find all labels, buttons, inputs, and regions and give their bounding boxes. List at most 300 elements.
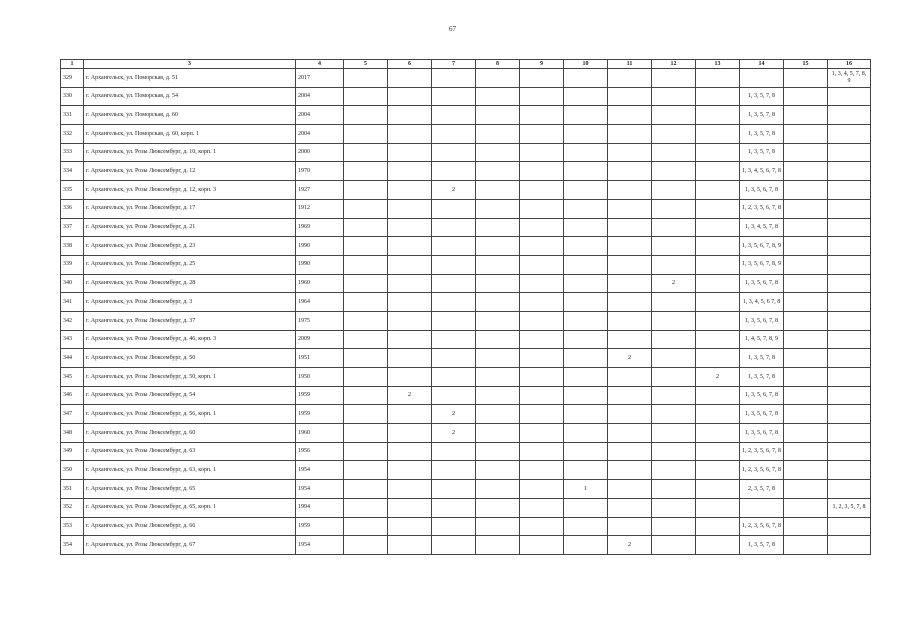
col13-cell: [696, 274, 740, 293]
row-number-cell: 350: [61, 461, 84, 480]
col14-cell: 1, 2, 3, 5, 6, 7, 8: [740, 199, 784, 218]
col6-cell: [388, 255, 432, 274]
col11-cell: [608, 330, 652, 349]
col9-cell: [520, 480, 564, 499]
col12-cell: [652, 517, 696, 536]
col11-cell: [608, 199, 652, 218]
col6-cell: [388, 237, 432, 256]
address-cell: г. Архангельск, ул. Розы Люксембург, д. 65, корп. 1: [84, 498, 296, 517]
table-row: [61, 480, 871, 499]
year-cell: 1954: [296, 480, 344, 499]
col14-cell: 1, 3, 5, 6, 7, 8: [740, 405, 784, 424]
row-number-cell: 330: [61, 87, 84, 106]
col16-cell: [828, 181, 871, 200]
address-cell: г. Архангельск, ул. Розы Люксембург, д. 66: [84, 517, 296, 536]
col7-cell: [432, 255, 476, 274]
col6-cell: [388, 368, 432, 387]
col7-cell: [432, 162, 476, 181]
table-row: [61, 368, 871, 387]
column-header: 6: [388, 60, 432, 69]
col6-cell: [388, 69, 432, 88]
year-cell: 1954: [296, 461, 344, 480]
col6-cell: [388, 442, 432, 461]
row-number-cell: 331: [61, 106, 84, 125]
col13-cell: [696, 87, 740, 106]
col12-cell: [652, 87, 696, 106]
col15-cell: [784, 255, 828, 274]
col12-cell: [652, 368, 696, 387]
col15-cell: [784, 498, 828, 517]
col13-cell: [696, 405, 740, 424]
col6-cell: [388, 517, 432, 536]
col8-cell: [476, 143, 520, 162]
col14-cell: 1, 3, 5, 6, 7, 8: [740, 424, 784, 443]
col7-cell: [432, 125, 476, 144]
table-row: [61, 274, 871, 293]
table-row: [61, 405, 871, 424]
col11-cell: [608, 386, 652, 405]
col7-cell: 2: [432, 405, 476, 424]
col13-cell: [696, 442, 740, 461]
col8-cell: [476, 69, 520, 88]
col9-cell: [520, 386, 564, 405]
col15-cell: [784, 442, 828, 461]
col7-cell: [432, 349, 476, 368]
year-cell: 1959: [296, 386, 344, 405]
year-cell: 2004: [296, 87, 344, 106]
col5-cell: [344, 442, 388, 461]
year-cell: 1956: [296, 442, 344, 461]
col16-cell: [828, 480, 871, 499]
col11-cell: [608, 87, 652, 106]
table-row: [61, 237, 871, 256]
address-cell: г. Архангельск, ул. Розы Люксембург, д. 67: [84, 536, 296, 555]
col7-cell: [432, 386, 476, 405]
column-header: 5: [344, 60, 388, 69]
column-header: 16: [828, 60, 871, 69]
col14-cell: 1, 3, 5, 7, 8: [740, 368, 784, 387]
col5-cell: [344, 405, 388, 424]
col5-cell: [344, 237, 388, 256]
col12-cell: [652, 237, 696, 256]
col12-cell: [652, 106, 696, 125]
col13-cell: [696, 199, 740, 218]
col11-cell: [608, 461, 652, 480]
col9-cell: [520, 274, 564, 293]
col15-cell: [784, 143, 828, 162]
col12-cell: [652, 143, 696, 162]
row-number-cell: 353: [61, 517, 84, 536]
col5-cell: [344, 293, 388, 312]
col11-cell: [608, 143, 652, 162]
col6-cell: [388, 330, 432, 349]
col9-cell: [520, 293, 564, 312]
row-number-cell: 352: [61, 498, 84, 517]
address-cell: г. Архангельск, ул. Поморская, д. 60, корп. 1: [84, 125, 296, 144]
col7-cell: [432, 199, 476, 218]
col7-cell: [432, 143, 476, 162]
col9-cell: [520, 181, 564, 200]
col8-cell: [476, 368, 520, 387]
col12-cell: [652, 162, 696, 181]
address-cell: г. Архангельск, ул. Розы Люксембург, д. 28: [84, 274, 296, 293]
col14-cell: 1, 3, 4, 5, 6 7, 8: [740, 293, 784, 312]
col10-cell: [564, 442, 608, 461]
col11-cell: [608, 480, 652, 499]
col7-cell: [432, 69, 476, 88]
year-cell: 1994: [296, 498, 344, 517]
address-cell: г. Архангельск, ул. Розы Люксембург, д. 21: [84, 218, 296, 237]
col7-cell: [432, 368, 476, 387]
col8-cell: [476, 480, 520, 499]
col9-cell: [520, 311, 564, 330]
col10-cell: [564, 125, 608, 144]
col10-cell: [564, 349, 608, 368]
column-header: 10: [564, 60, 608, 69]
table-row: [61, 330, 871, 349]
col13-cell: [696, 480, 740, 499]
col16-cell: [828, 424, 871, 443]
col15-cell: [784, 293, 828, 312]
col12-cell: [652, 311, 696, 330]
col14-cell: 1, 3, 5, 6, 7, 8, 9: [740, 237, 784, 256]
year-cell: 2004: [296, 106, 344, 125]
col7-cell: 2: [432, 181, 476, 200]
col15-cell: [784, 480, 828, 499]
col5-cell: [344, 461, 388, 480]
col9-cell: [520, 461, 564, 480]
address-cell: г. Архангельск, ул. Розы Люксембург, д. 12: [84, 162, 296, 181]
col15-cell: [784, 162, 828, 181]
col12-cell: [652, 293, 696, 312]
address-cell: г. Архангельск, ул. Розы Люксембург, д. 50: [84, 349, 296, 368]
column-header: 13: [696, 60, 740, 69]
col7-cell: [432, 106, 476, 125]
table-row: [61, 349, 871, 368]
col9-cell: [520, 517, 564, 536]
col9-cell: [520, 424, 564, 443]
col14-cell: 1, 3, 5, 6, 7, 8: [740, 311, 784, 330]
col6-cell: [388, 143, 432, 162]
col9-cell: [520, 349, 564, 368]
col16-cell: [828, 274, 871, 293]
col8-cell: [476, 330, 520, 349]
col14-cell: 1, 2, 3, 5, 6, 7, 8: [740, 461, 784, 480]
col9-cell: [520, 199, 564, 218]
col5-cell: [344, 218, 388, 237]
year-cell: 1964: [296, 293, 344, 312]
year-cell: 1927: [296, 181, 344, 200]
table-row: [61, 311, 871, 330]
col7-cell: [432, 87, 476, 106]
col12-cell: [652, 125, 696, 144]
col14-cell: 1, 3, 5, 6, 7, 8, 9: [740, 255, 784, 274]
col9-cell: [520, 106, 564, 125]
table-row: [61, 293, 871, 312]
col14-cell: 1, 3, 5, 7, 8: [740, 536, 784, 555]
row-number-cell: 339: [61, 255, 84, 274]
col8-cell: [476, 87, 520, 106]
address-cell: г. Архангельск, ул. Розы Люксембург, д. 37: [84, 311, 296, 330]
col9-cell: [520, 255, 564, 274]
col9-cell: [520, 330, 564, 349]
register-table: [60, 59, 871, 555]
col5-cell: [344, 87, 388, 106]
col11-cell: [608, 274, 652, 293]
col14-cell: 1, 3, 5, 7, 8: [740, 106, 784, 125]
col15-cell: [784, 330, 828, 349]
col10-cell: [564, 498, 608, 517]
col13-cell: [696, 461, 740, 480]
col13-cell: [696, 498, 740, 517]
col8-cell: [476, 106, 520, 125]
col9-cell: [520, 218, 564, 237]
address-cell: г. Архангельск, ул. Розы Люксембург, д. 23: [84, 237, 296, 256]
col14-cell: 1, 3, 5, 7, 8: [740, 125, 784, 144]
column-header: 4: [296, 60, 344, 69]
col16-cell: [828, 311, 871, 330]
col10-cell: [564, 218, 608, 237]
col7-cell: [432, 237, 476, 256]
col5-cell: [344, 181, 388, 200]
table-header: [61, 60, 871, 69]
col7-cell: [432, 311, 476, 330]
col10-cell: [564, 143, 608, 162]
year-cell: 2000: [296, 143, 344, 162]
col16-cell: [828, 237, 871, 256]
col13-cell: [696, 330, 740, 349]
row-number-cell: 335: [61, 181, 84, 200]
table-row: [61, 106, 871, 125]
col15-cell: [784, 368, 828, 387]
year-cell: 1970: [296, 162, 344, 181]
col15-cell: [784, 69, 828, 88]
col15-cell: [784, 349, 828, 368]
col14-cell: 1, 3, 5, 7, 8: [740, 87, 784, 106]
table-row: [61, 461, 871, 480]
col16-cell: 1, 3, 4, 5, 7, 8, 9: [828, 69, 871, 88]
col10-cell: [564, 405, 608, 424]
col11-cell: [608, 218, 652, 237]
year-cell: 2017: [296, 69, 344, 88]
col8-cell: [476, 386, 520, 405]
col16-cell: [828, 536, 871, 555]
row-number-cell: 347: [61, 405, 84, 424]
col13-cell: [696, 536, 740, 555]
column-header: 7: [432, 60, 476, 69]
row-number-cell: 333: [61, 143, 84, 162]
table-row: [61, 162, 871, 181]
col14-cell: 1, 3, 5, 6, 7, 8: [740, 274, 784, 293]
col6-cell: [388, 480, 432, 499]
col16-cell: [828, 218, 871, 237]
year-cell: 1960: [296, 424, 344, 443]
col15-cell: [784, 218, 828, 237]
year-cell: 2009: [296, 330, 344, 349]
col6-cell: [388, 349, 432, 368]
col12-cell: [652, 199, 696, 218]
year-cell: 1990: [296, 237, 344, 256]
year-cell: 1954: [296, 536, 344, 555]
col16-cell: 1, 2, 3, 5, 7, 8: [828, 498, 871, 517]
col14-cell: [740, 498, 784, 517]
col10-cell: [564, 106, 608, 125]
col10-cell: [564, 330, 608, 349]
col12-cell: [652, 461, 696, 480]
col14-cell: 1, 2, 3, 5, 6, 7, 8: [740, 517, 784, 536]
col12-cell: [652, 69, 696, 88]
col15-cell: [784, 87, 828, 106]
col5-cell: [344, 386, 388, 405]
col6-cell: [388, 87, 432, 106]
col15-cell: [784, 536, 828, 555]
col5-cell: [344, 69, 388, 88]
col13-cell: [696, 237, 740, 256]
col14-cell: [740, 69, 784, 88]
col10-cell: [564, 293, 608, 312]
col10-cell: [564, 87, 608, 106]
row-number-cell: 334: [61, 162, 84, 181]
col10-cell: [564, 368, 608, 387]
col8-cell: [476, 237, 520, 256]
col16-cell: [828, 442, 871, 461]
col5-cell: [344, 274, 388, 293]
col12-cell: [652, 480, 696, 499]
col16-cell: [828, 461, 871, 480]
row-number-cell: 343: [61, 330, 84, 349]
col12-cell: 2: [652, 274, 696, 293]
col15-cell: [784, 461, 828, 480]
col7-cell: [432, 218, 476, 237]
col6-cell: [388, 461, 432, 480]
col11-cell: [608, 424, 652, 443]
col11-cell: [608, 69, 652, 88]
address-cell: г. Архангельск, ул. Розы Люксембург, д. 25: [84, 255, 296, 274]
col10-cell: [564, 162, 608, 181]
col5-cell: [344, 424, 388, 443]
col7-cell: [432, 293, 476, 312]
col10-cell: [564, 424, 608, 443]
col8-cell: [476, 181, 520, 200]
col9-cell: [520, 143, 564, 162]
col7-cell: [432, 330, 476, 349]
col8-cell: [476, 218, 520, 237]
address-cell: г. Архангельск, ул. Розы Люксембург, д. 46, корп. 3: [84, 330, 296, 349]
col13-cell: [696, 424, 740, 443]
year-cell: 1959: [296, 517, 344, 536]
col8-cell: [476, 536, 520, 555]
col13-cell: [696, 125, 740, 144]
col13-cell: [696, 181, 740, 200]
col14-cell: 1, 4, 5, 7, 8, 9: [740, 330, 784, 349]
row-number-cell: 341: [61, 293, 84, 312]
table-row: [61, 181, 871, 200]
row-number-cell: 345: [61, 368, 84, 387]
col10-cell: [564, 517, 608, 536]
col13-cell: [696, 218, 740, 237]
year-cell: 1990: [296, 255, 344, 274]
col13-cell: [696, 255, 740, 274]
col13-cell: [696, 386, 740, 405]
col11-cell: 2: [608, 536, 652, 555]
col5-cell: [344, 536, 388, 555]
col11-cell: [608, 293, 652, 312]
year-cell: 1960: [296, 274, 344, 293]
col6-cell: [388, 199, 432, 218]
col7-cell: [432, 536, 476, 555]
col13-cell: [696, 162, 740, 181]
col14-cell: 1, 3, 5, 7, 8: [740, 143, 784, 162]
column-header: 1: [61, 60, 84, 69]
table-row: [61, 125, 871, 144]
col15-cell: [784, 517, 828, 536]
col9-cell: [520, 162, 564, 181]
table-row: [61, 517, 871, 536]
col11-cell: [608, 498, 652, 517]
col11-cell: [608, 125, 652, 144]
col11-cell: [608, 162, 652, 181]
col10-cell: 1: [564, 480, 608, 499]
address-cell: г. Архангельск, ул. Розы Люксембург, д. 56, корп. 1: [84, 405, 296, 424]
col8-cell: [476, 274, 520, 293]
col9-cell: [520, 69, 564, 88]
col15-cell: [784, 274, 828, 293]
col6-cell: [388, 106, 432, 125]
col8-cell: [476, 311, 520, 330]
row-number-cell: 344: [61, 349, 84, 368]
col7-cell: [432, 461, 476, 480]
col14-cell: 1, 3, 4, 5, 6, 7, 8: [740, 162, 784, 181]
col9-cell: [520, 87, 564, 106]
year-cell: 2004: [296, 125, 344, 144]
col16-cell: [828, 255, 871, 274]
year-cell: 1969: [296, 218, 344, 237]
col12-cell: [652, 330, 696, 349]
col14-cell: 2, 3, 5, 7, 8: [740, 480, 784, 499]
col15-cell: [784, 125, 828, 144]
col16-cell: [828, 349, 871, 368]
col16-cell: [828, 125, 871, 144]
col11-cell: [608, 405, 652, 424]
col6-cell: [388, 274, 432, 293]
col14-cell: 1, 3, 5, 6, 7, 8: [740, 181, 784, 200]
col10-cell: [564, 274, 608, 293]
col9-cell: [520, 498, 564, 517]
col16-cell: [828, 143, 871, 162]
page-number: 67: [449, 25, 456, 33]
col15-cell: [784, 311, 828, 330]
col5-cell: [344, 106, 388, 125]
table-row: [61, 536, 871, 555]
column-header: 8: [476, 60, 520, 69]
col10-cell: [564, 311, 608, 330]
col5-cell: [344, 125, 388, 144]
col6-cell: [388, 125, 432, 144]
col12-cell: [652, 405, 696, 424]
row-number-cell: 336: [61, 199, 84, 218]
table-row: [61, 199, 871, 218]
address-cell: г. Архангельск, ул. Розы Люксембург, д. 17: [84, 199, 296, 218]
col16-cell: [828, 517, 871, 536]
col16-cell: [828, 106, 871, 125]
col10-cell: [564, 69, 608, 88]
col9-cell: [520, 536, 564, 555]
column-header: 11: [608, 60, 652, 69]
col5-cell: [344, 143, 388, 162]
col7-cell: [432, 517, 476, 536]
col7-cell: [432, 498, 476, 517]
col8-cell: [476, 498, 520, 517]
